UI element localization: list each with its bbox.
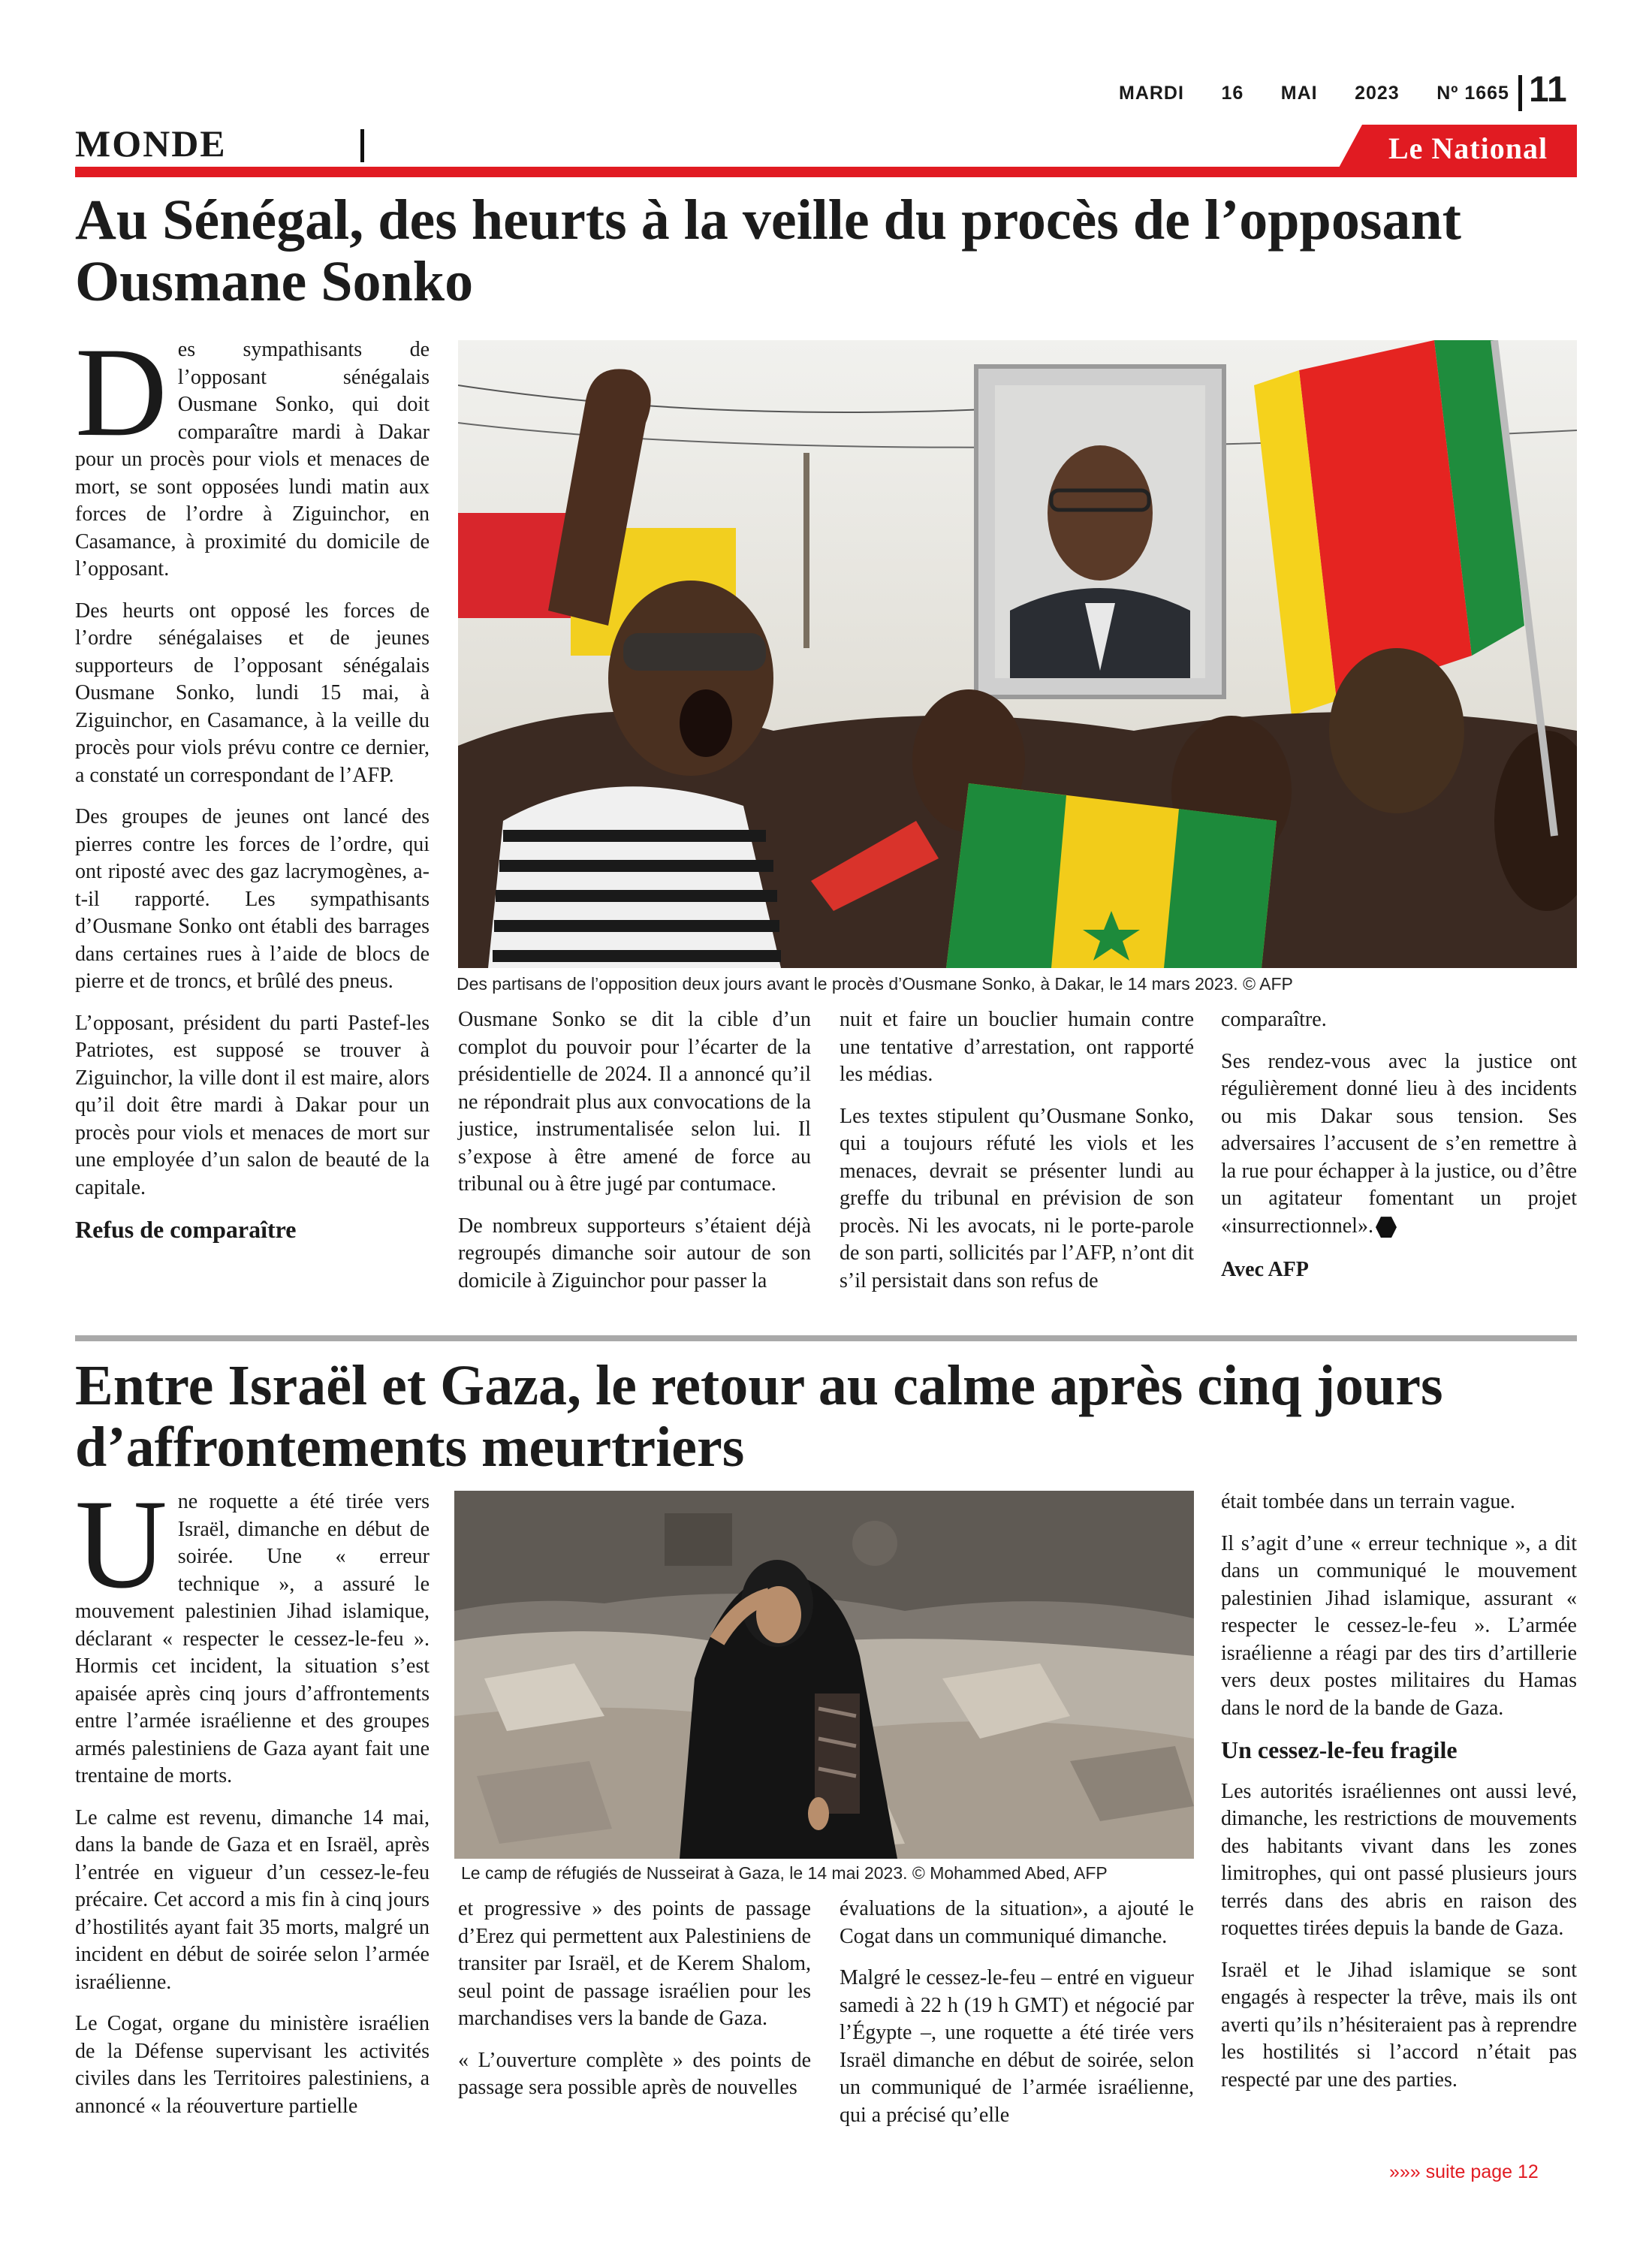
page-number-divider	[1518, 75, 1522, 111]
article1-paragraph: Ousmane Sonko se dit la cible d’un complot du pouvoir pour l’écarter de la présidentielle de 2024. Il a annoncé qu’il ne répondrait plus aux convocations de la justice, instrumentalisée selon lui. Il s’expose à être amené de force au tribunal ou à être jugé par contumace.	[458, 1008, 811, 1196]
article2-paragraph: Le Cogat, organe du ministère israélien de la Défense supervisant les activités civiles dans les Territoires palestiniens, a annoncé « la réouverture partielle	[75, 2012, 430, 2118]
article1-paragraph	[1221, 1048, 1577, 1241]
article1-final-text: Ses rendez-vous avec la justice ont régulièrement donné lieu à des incidents ou mis Dakar sous tension. Ses adversaires l’accusent de s’en remettre à la rue pour échapper à la justice, ou d’être un agitateur fomentant un projet «insurrectionnel».	[1221, 1049, 1577, 1238]
page-number: 11	[1529, 70, 1567, 110]
article2-paragraph: Il s’agit d’une « erreur technique », a dit dans un communiqué le mouvement palestinien Jihad islamique, assurant « respecter le cessez-le-feu ». L’armée israélienne a réagi par des tirs d’artillerie vers deux postes militaires du Hamas dans le nord de la bande de Gaza.	[1221, 1531, 1577, 1720]
date-month: MAI	[1280, 83, 1318, 104]
article2-column-2	[458, 1896, 811, 2116]
article-divider	[75, 1335, 1577, 1341]
article2-photo-caption: Le camp de réfugiés de Nusseirat à Gaza, le 14 mai 2023. © Mohammed Abed, AFP	[461, 1863, 1108, 1883]
article2-paragraph: Malgré le cessez-le-feu – entré en vigueur samedi à 22 h (19 h GMT) et négocié par l’Égypte –, une roquette a été tirée vers Israël dimanche en début de soirée, selon un communiqué de l’armée israélienne, qui a précisé qu’elle	[840, 1966, 1194, 2127]
article1-column-4	[1221, 1006, 1577, 1298]
article1-column-1	[75, 321, 430, 1258]
issue-number: Nº 1665	[1436, 83, 1509, 104]
date-line	[1119, 83, 1509, 113]
continued-on-page-link[interactable]: »»» suite page 12	[1389, 2161, 1539, 2182]
article2-headline: Entre Israël et Gaza, le retour au calme après cinq jours d’affrontements meurtriers	[75, 1354, 1443, 1479]
date-year: 2023	[1355, 83, 1400, 104]
article2-column-3	[840, 1896, 1194, 2143]
article2-paragraph: était tombée dans un terrain vague.	[1221, 1490, 1515, 1513]
article2-dropcap: U	[75, 1473, 167, 1615]
article2-column-1	[75, 1473, 430, 2134]
article2-paragraph: et progressive » des points de passage d’Erez qui permettent aux Palestiniens de transiter par Israël, et de Kerem Shalom, seul point de passage israélien pour les marchandises vers la bande de Gaza.	[458, 1897, 811, 2030]
article2-subheading: Un cessez-le-feu fragile	[1221, 1736, 1458, 1763]
date-number: 16	[1221, 83, 1244, 104]
article1-subheading: Refus de comparaître	[75, 1216, 297, 1243]
article2-paragraph: « L’ouverture complète » des points de passage sera possible après de nouvelles	[458, 2048, 811, 2099]
article2-paragraph: évaluations de la situation», a ajouté le Cogat dans un communiqué dimanche.	[840, 1897, 1194, 1948]
article2-paragraph: Le calme est revenu, dimanche 14 mai, dans la bande de Gaza et en Israël, après l’entrée en vigueur d’un cessez-le-feu précaire. Cet accord a mis fin à cinq jours d’hostilités ayant fait 35 morts, malgré un incident en début de soirée selon l’armée israélienne.	[75, 1805, 430, 1994]
article1-paragraph: Des heurts ont opposé les forces de l’ordre sénégalaises et de jeunes supporteurs de l’opposant sénégalais Ousmane Sonko, lundi 15 mai, à Ziguinchor, en Casamance, à la veille du procès pour viols prévu contre ce dernier, a constaté un correspondant de l’AFP.	[75, 599, 430, 787]
article2-lead: ne roquette a été tirée vers Israël, dimanche en début de soirée. Une « erreur technique », a assuré le mouvement palestinien Jihad islamique, déclarant « respecter le cessez-le-feu ». Hormis cet incident, la situation s’est apaisée après cinq jours d’affrontements entre l’armée israélienne et des groupes armés palestiniens de Gaza ayant fait une trentaine de morts.	[75, 1490, 430, 1787]
article2-photo	[454, 1491, 1194, 1859]
section-divider	[360, 129, 364, 162]
article1-photo-caption: Des partisans de l’opposition deux jours avant le procès d’Ousmane Sonko, à Dakar, le 14 mars 2023. © AFP	[457, 974, 1293, 994]
article2-paragraph: Israël et le Jihad islamique se sont engagés à respecter la trêve, mais ils ont averti qu’ils n’hésiteraient pas à reprendre les hostilités si l’accord n’était pas respecté par une des parties.	[1221, 1958, 1577, 2092]
article1-dropcap: D	[75, 321, 167, 463]
article1-photo	[458, 340, 1577, 968]
article2-paragraph	[75, 1473, 430, 1790]
article1-paragraph: comparaître.	[1221, 1008, 1327, 1031]
article2-paragraph: Les autorités israéliennes ont aussi levé, dimanche, les restrictions de mouvements des habitants vivant dans les zones limitrophes, qui ont passé plusieurs jours terrés dans des abris en raison des roquettes tirées depuis la bande de Gaza.	[1221, 1779, 1577, 1940]
date-day: MARDI	[1119, 83, 1184, 104]
article1-paragraph: L’opposant, président du parti Pastef-les Patriotes, est supposé se trouver à Ziguinchor, la ville dont il est maire, alors qu’il doit être mardi à Dakar pour un procès pour viols et menaces de mort sur une employée d’un salon de beauté de la capitale.	[75, 1011, 430, 1199]
article1-byline: Avec AFP	[1221, 1258, 1309, 1281]
brand-name: Le National	[1388, 131, 1548, 165]
article1-column-2	[458, 1006, 811, 1309]
article1-paragraph: nuit et faire un bouclier humain contre une tentative d’arrestation, ont rapporté les médias.	[840, 1008, 1194, 1086]
article2-column-4	[1221, 1488, 1577, 2108]
article1-headline: Au Sénégal, des heurts à la veille du procès de l’opposant Ousmane Sonko	[75, 189, 1461, 313]
end-of-article-icon	[1376, 1217, 1397, 1238]
article1-paragraph	[75, 321, 430, 584]
article1-paragraph: Des groupes de jeunes ont lancé des pierres contre les forces de l’ordre, qui ont riposté avec des gaz lacrymogènes, a-t-il rapporté. Les sympathisants d’Ousmane Sonko ont établi des barrages dans certaines rues à l’aide de blocs de pierre et de troncs, et brûlé des pneus.	[75, 805, 430, 993]
article1-column-3	[840, 1006, 1194, 1309]
article1-paragraph: De nombreux supporteurs s’étaient déjà regroupés dimanche soir autour de son domicile à Ziguinchor pour passer la	[458, 1214, 811, 1292]
section-label: MONDE	[75, 122, 227, 164]
article1-paragraph: Les textes stipulent qu’Ousmane Sonko, qui a toujours réfuté les viols et les menaces, devrait se présenter lundi au greffe du tribunal en prévision de son procès. Ni les avocats, ni le porte-parole de son parti, sollicités par l’AFP, n’ont dit s’il persistait dans son refus de	[840, 1104, 1194, 1292]
article1-lead: es sympathisants de l’opposant sénégalais Ousmane Sonko, qui doit comparaître mardi à Dakar pour un procès pour viols et menaces de mort, se sont opposées lundi matin aux forces de l’ordre à Ziguinchor, en Casamance, à proximité du domicile de l’opposant.	[75, 338, 430, 581]
